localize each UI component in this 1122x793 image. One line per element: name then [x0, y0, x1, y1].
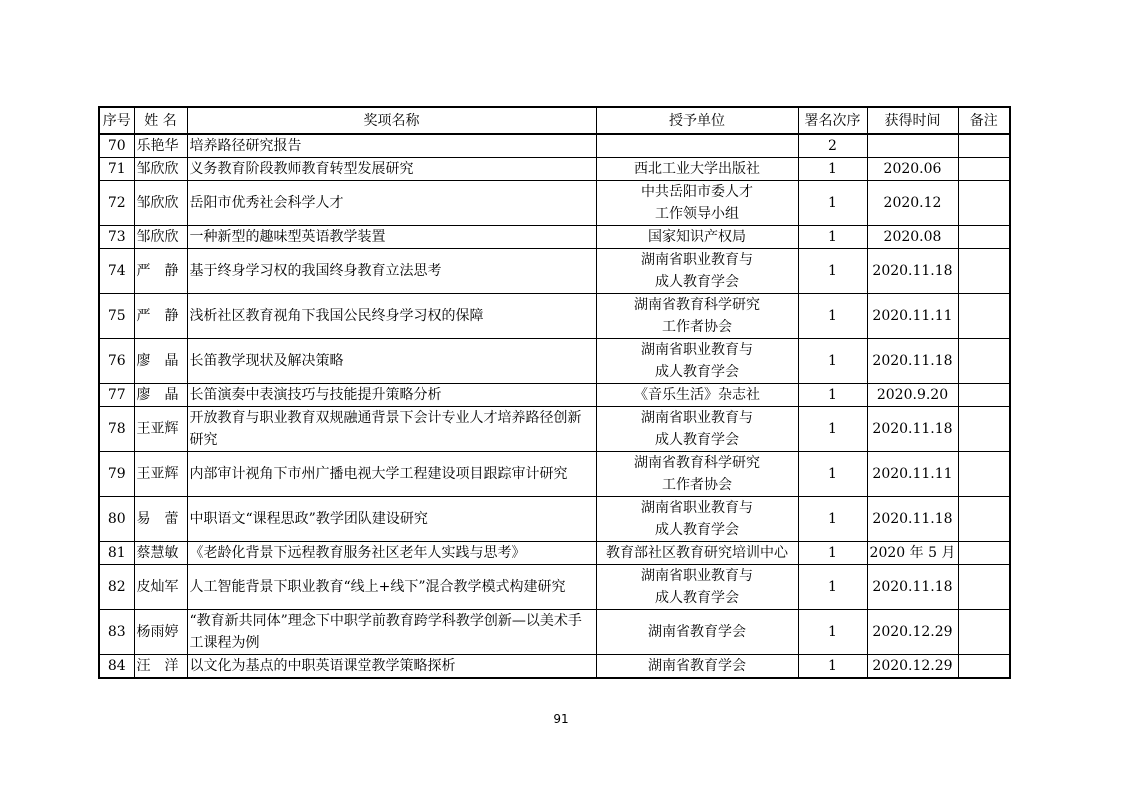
cell-name: 蔡慧敏	[134, 542, 187, 565]
table-row	[99, 181, 1010, 226]
cell-org	[596, 158, 798, 181]
cell-date: 2020.12.29	[867, 610, 958, 655]
table-row	[99, 226, 1010, 249]
cell-note	[958, 655, 1010, 679]
cell-date: 2020.11.11	[867, 294, 958, 339]
cell-date: 2020.11.18	[867, 249, 958, 294]
cell-title: 《老龄化背景下远程教育服务社区老年人实践与思考》	[187, 542, 596, 565]
cell-num: 74	[99, 249, 134, 294]
cell-date	[867, 134, 958, 158]
cell-date: 2020.11.18	[867, 497, 958, 542]
cell-note	[958, 407, 1010, 452]
table-row	[99, 158, 1010, 181]
cell-order: 1	[798, 181, 867, 226]
cell-title: 岳阳市优秀社会科学人才	[187, 181, 596, 226]
org-line: 成人教育学会	[655, 432, 739, 448]
cell-org	[596, 565, 798, 610]
cell-order: 1	[798, 542, 867, 565]
table-row	[99, 134, 1010, 158]
cell-num: 82	[99, 565, 134, 610]
org-line: 湖南省职业教育与	[641, 500, 753, 516]
cell-note	[958, 294, 1010, 339]
table-body	[99, 134, 1010, 678]
cell-title: 以文化为基点的中职英语课堂教学策略探析	[187, 655, 596, 679]
cell-name: 廖 晶	[134, 384, 187, 407]
cell-date: 2020.9.20	[867, 384, 958, 407]
cell-order: 1	[798, 497, 867, 542]
cell-name: 邹欣欣	[134, 181, 187, 226]
table-row	[99, 497, 1010, 542]
cell-org	[596, 452, 798, 497]
cell-title: 浅析社区教育视角下我国公民终身学习权的保障	[187, 294, 596, 339]
cell-name: 邹欣欣	[134, 226, 187, 249]
cell-org	[596, 134, 798, 158]
org-line: 湖南省职业教育与	[641, 568, 753, 584]
table-row	[99, 294, 1010, 339]
cell-date: 2020.12.29	[867, 655, 958, 679]
page-number: 91	[553, 712, 569, 726]
cell-num: 75	[99, 294, 134, 339]
table-row	[99, 655, 1010, 679]
cell-note	[958, 339, 1010, 384]
cell-note	[958, 610, 1010, 655]
table-row	[99, 384, 1010, 407]
org-line: 湖南省教育学会	[648, 658, 746, 674]
cell-name: 皮灿军	[134, 565, 187, 610]
cell-order: 1	[798, 158, 867, 181]
awards-table	[98, 106, 1011, 679]
header-title: 奖项名称	[187, 107, 596, 134]
table-row	[99, 565, 1010, 610]
cell-title: 中职语文“课程思政”教学团队建设研究	[187, 497, 596, 542]
cell-name: 邹欣欣	[134, 158, 187, 181]
cell-note	[958, 384, 1010, 407]
table-row	[99, 407, 1010, 452]
cell-order: 1	[798, 226, 867, 249]
table-row	[99, 249, 1010, 294]
cell-date: 2020.11.11	[867, 452, 958, 497]
table-row	[99, 542, 1010, 565]
cell-name: 严 静	[134, 249, 187, 294]
cell-note	[958, 565, 1010, 610]
org-line: 工作者协会	[662, 477, 732, 493]
cell-name: 杨雨婷	[134, 610, 187, 655]
cell-title: 长笛教学现状及解决策略	[187, 339, 596, 384]
cell-org	[596, 249, 798, 294]
cell-order: 1	[798, 610, 867, 655]
cell-org	[596, 407, 798, 452]
cell-title: 基于终身学习权的我国终身教育立法思考	[187, 249, 596, 294]
cell-date: 2020 年 5 月	[867, 542, 958, 565]
cell-note	[958, 158, 1010, 181]
cell-date: 2020.06	[867, 158, 958, 181]
org-line: 湖南省职业教育与	[641, 410, 753, 426]
cell-name: 乐艳华	[134, 134, 187, 158]
cell-num: 80	[99, 497, 134, 542]
cell-note	[958, 134, 1010, 158]
org-line: 成人教育学会	[655, 274, 739, 290]
cell-num: 73	[99, 226, 134, 249]
table-header-row	[99, 107, 1010, 134]
cell-num: 72	[99, 181, 134, 226]
cell-name: 廖 晶	[134, 339, 187, 384]
cell-org	[596, 384, 798, 407]
cell-order: 1	[798, 565, 867, 610]
cell-date: 2020.12	[867, 181, 958, 226]
cell-title: “教育新共同体”理念下中职学前教育跨学科教学创新—以美术手工课程为例	[187, 610, 596, 655]
org-line: 湖南省职业教育与	[641, 252, 753, 268]
header-num: 序号	[99, 107, 134, 134]
org-line: 工作者协会	[662, 319, 732, 335]
org-line: 成人教育学会	[655, 590, 739, 606]
cell-title: 内部审计视角下市州广播电视大学工程建设项目跟踪审计研究	[187, 452, 596, 497]
org-line: 工作领导小组	[655, 206, 739, 222]
cell-num: 78	[99, 407, 134, 452]
cell-order: 1	[798, 339, 867, 384]
cell-org	[596, 610, 798, 655]
cell-order: 1	[798, 407, 867, 452]
header-org: 授予单位	[596, 107, 798, 134]
cell-org	[596, 294, 798, 339]
cell-num: 83	[99, 610, 134, 655]
cell-title: 长笛演奏中表演技巧与技能提升策略分析	[187, 384, 596, 407]
cell-name: 严 静	[134, 294, 187, 339]
cell-num: 71	[99, 158, 134, 181]
table-row	[99, 339, 1010, 384]
cell-title: 培养路径研究报告	[187, 134, 596, 158]
cell-name: 王亚辉	[134, 452, 187, 497]
cell-name: 王亚辉	[134, 407, 187, 452]
header-name: 姓 名	[134, 107, 187, 134]
cell-note	[958, 452, 1010, 497]
header-order: 署名次序	[798, 107, 867, 134]
cell-order: 1	[798, 655, 867, 679]
cell-date: 2020.11.18	[867, 339, 958, 384]
cell-order: 1	[798, 452, 867, 497]
org-line: 《音乐生活》杂志社	[634, 387, 760, 403]
cell-org	[596, 339, 798, 384]
cell-date: 2020.08	[867, 226, 958, 249]
cell-title: 一种新型的趣味型英语教学装置	[187, 226, 596, 249]
cell-org	[596, 226, 798, 249]
cell-note	[958, 542, 1010, 565]
org-line: 湖南省教育科学研究	[634, 455, 760, 471]
cell-order: 1	[798, 294, 867, 339]
cell-org	[596, 181, 798, 226]
table-row	[99, 610, 1010, 655]
org-line: 湖南省教育科学研究	[634, 297, 760, 313]
cell-date: 2020.11.18	[867, 407, 958, 452]
cell-note	[958, 226, 1010, 249]
cell-note	[958, 181, 1010, 226]
org-line: 国家知识产权局	[648, 229, 746, 245]
cell-org	[596, 542, 798, 565]
cell-num: 81	[99, 542, 134, 565]
cell-num: 77	[99, 384, 134, 407]
org-line: 湖南省职业教育与	[641, 342, 753, 358]
org-line: 成人教育学会	[655, 364, 739, 380]
cell-num: 70	[99, 134, 134, 158]
header-note: 备注	[958, 107, 1010, 134]
cell-name: 汪 洋	[134, 655, 187, 679]
cell-date: 2020.11.18	[867, 565, 958, 610]
cell-name: 易 蕾	[134, 497, 187, 542]
cell-org	[596, 497, 798, 542]
org-line: 中共岳阳市委人才	[641, 184, 753, 200]
cell-title: 义务教育阶段教师教育转型发展研究	[187, 158, 596, 181]
org-line: 教育部社区教育研究培训中心	[606, 545, 788, 561]
cell-num: 79	[99, 452, 134, 497]
cell-title: 开放教育与职业教育双规融通背景下会计专业人才培养路径创新研究	[187, 407, 596, 452]
cell-org	[596, 655, 798, 679]
cell-title: 人工智能背景下职业教育“线上+线下”混合教学模式构建研究	[187, 565, 596, 610]
org-line: 湖南省教育学会	[648, 624, 746, 640]
cell-order: 2	[798, 134, 867, 158]
cell-num: 76	[99, 339, 134, 384]
org-line: 成人教育学会	[655, 522, 739, 538]
org-line: 西北工业大学出版社	[634, 161, 760, 177]
cell-note	[958, 249, 1010, 294]
table-row	[99, 452, 1010, 497]
cell-order: 1	[798, 384, 867, 407]
header-date: 获得时间	[867, 107, 958, 134]
cell-note	[958, 497, 1010, 542]
cell-num: 84	[99, 655, 134, 679]
cell-order: 1	[798, 249, 867, 294]
